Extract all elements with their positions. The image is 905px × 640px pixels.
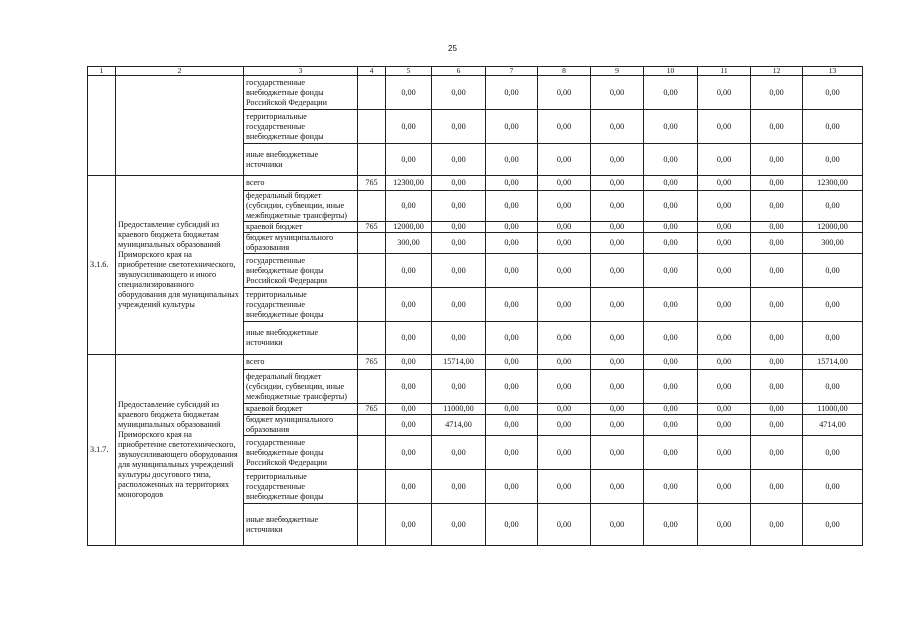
amount-cell: 0,00 [386,322,432,355]
amount-cell: 0,00 [591,144,644,176]
amount-cell: 0,00 [486,144,538,176]
amount-cell: 15714,00 [803,355,863,370]
amount-cell: 0,00 [644,370,698,404]
amount-cell: 12300,00 [803,176,863,191]
amount-cell: 0,00 [698,436,751,470]
column-header-1: 1 [88,67,116,76]
amount-cell: 11000,00 [803,404,863,415]
amount-cell: 0,00 [751,222,803,233]
amount-cell: 0,00 [486,370,538,404]
amount-cell: 15714,00 [432,355,486,370]
funding-source: иные внебюджетные источники [244,144,358,176]
amount-cell: 0,00 [386,436,432,470]
budget-code [358,436,386,470]
amount-cell: 0,00 [432,176,486,191]
funding-source: бюджет муниципального образования [244,415,358,436]
amount-cell: 0,00 [538,504,591,546]
amount-cell: 0,00 [644,470,698,504]
amount-cell: 0,00 [644,415,698,436]
amount-cell: 0,00 [486,233,538,254]
amount-cell: 0,00 [698,222,751,233]
amount-cell: 0,00 [644,233,698,254]
amount-cell: 0,00 [751,144,803,176]
amount-cell: 0,00 [432,254,486,288]
amount-cell: 0,00 [538,110,591,144]
amount-cell: 0,00 [432,504,486,546]
column-header-8: 8 [538,67,591,76]
amount-cell: 0,00 [803,470,863,504]
funding-source: иные внебюджетные источники [244,322,358,355]
amount-cell: 0,00 [751,254,803,288]
amount-cell: 0,00 [538,404,591,415]
budget-code [358,76,386,110]
column-header-2: 2 [116,67,244,76]
column-header-4: 4 [358,67,386,76]
amount-cell: 0,00 [698,254,751,288]
amount-cell: 0,00 [591,322,644,355]
amount-cell: 0,00 [432,288,486,322]
amount-cell: 0,00 [803,288,863,322]
amount-cell: 0,00 [751,370,803,404]
column-header-9: 9 [591,67,644,76]
amount-cell: 0,00 [486,470,538,504]
amount-cell: 0,00 [751,355,803,370]
amount-cell: 0,00 [386,470,432,504]
amount-cell: 0,00 [698,191,751,222]
amount-cell: 0,00 [486,76,538,110]
amount-cell: 0,00 [591,191,644,222]
amount-cell: 0,00 [486,504,538,546]
amount-cell: 0,00 [591,370,644,404]
amount-cell: 12300,00 [386,176,432,191]
amount-cell: 0,00 [751,110,803,144]
amount-cell: 0,00 [591,176,644,191]
amount-cell: 0,00 [432,470,486,504]
amount-cell: 0,00 [698,470,751,504]
amount-cell: 300,00 [803,233,863,254]
item-code: 3.1.7. [88,355,116,546]
amount-cell: 300,00 [386,233,432,254]
amount-cell: 0,00 [698,233,751,254]
amount-cell: 0,00 [432,110,486,144]
funding-source: государственные внебюджетные фонды Российской Федерации [244,76,358,110]
amount-cell: 0,00 [751,176,803,191]
amount-cell: 0,00 [538,470,591,504]
amount-cell: 0,00 [386,144,432,176]
amount-cell: 0,00 [432,222,486,233]
amount-cell: 0,00 [591,233,644,254]
amount-cell: 0,00 [698,322,751,355]
amount-cell: 0,00 [803,144,863,176]
amount-cell: 0,00 [432,436,486,470]
column-header-5: 5 [386,67,432,76]
amount-cell: 0,00 [644,288,698,322]
amount-cell: 0,00 [486,404,538,415]
amount-cell: 0,00 [538,144,591,176]
column-header-12: 12 [751,67,803,76]
budget-code [358,288,386,322]
amount-cell: 0,00 [538,370,591,404]
column-header-13: 13 [803,67,863,76]
item-code [88,76,116,176]
funding-source: территориальные государственные внебюджетные фонды [244,470,358,504]
table-row [88,76,863,110]
amount-cell: 0,00 [538,191,591,222]
amount-cell: 0,00 [486,288,538,322]
amount-cell: 0,00 [751,504,803,546]
amount-cell: 0,00 [538,288,591,322]
amount-cell: 0,00 [538,76,591,110]
amount-cell: 0,00 [698,176,751,191]
amount-cell: 0,00 [386,370,432,404]
budget-code: 765 [358,176,386,191]
amount-cell: 0,00 [386,288,432,322]
funding-source: государственные внебюджетные фонды Российской Федерации [244,254,358,288]
amount-cell: 0,00 [751,415,803,436]
funding-source: территориальные государственные внебюджетные фонды [244,110,358,144]
amount-cell: 0,00 [386,415,432,436]
amount-cell: 0,00 [644,76,698,110]
amount-cell: 0,00 [644,222,698,233]
budget-code [358,370,386,404]
item-description: Предоставление субсидий из краевого бюджета бюджетам муниципальных образований Приморского края на приобретение светотехнического, звукоусиливающего оборудования для муниципальных учреждений культуры досугового типа, расположенных на территориях моногородов [116,355,244,546]
column-header-row [88,67,863,76]
amount-cell: 0,00 [591,415,644,436]
amount-cell: 0,00 [803,436,863,470]
amount-cell: 0,00 [538,436,591,470]
amount-cell: 0,00 [486,415,538,436]
amount-cell: 0,00 [698,415,751,436]
amount-cell: 0,00 [538,322,591,355]
budget-code: 765 [358,355,386,370]
budget-code [358,233,386,254]
amount-cell: 0,00 [751,404,803,415]
item-description [116,76,244,176]
amount-cell: 0,00 [591,404,644,415]
amount-cell: 0,00 [486,191,538,222]
amount-cell: 0,00 [538,176,591,191]
amount-cell: 0,00 [751,76,803,110]
page-number: 25 [448,44,457,53]
amount-cell: 0,00 [803,322,863,355]
amount-cell: 11000,00 [432,404,486,415]
amount-cell: 0,00 [698,504,751,546]
amount-cell: 0,00 [486,222,538,233]
budget-table [87,66,863,546]
amount-cell: 0,00 [386,76,432,110]
amount-cell: 0,00 [698,355,751,370]
amount-cell: 0,00 [486,355,538,370]
amount-cell: 0,00 [432,191,486,222]
budget-code [358,254,386,288]
budget-code [358,470,386,504]
budget-code [358,191,386,222]
amount-cell: 0,00 [803,254,863,288]
amount-cell: 0,00 [432,322,486,355]
amount-cell: 0,00 [644,404,698,415]
amount-cell: 0,00 [803,191,863,222]
amount-cell: 0,00 [698,404,751,415]
amount-cell: 0,00 [751,191,803,222]
budget-code: 765 [358,404,386,415]
amount-cell: 0,00 [803,110,863,144]
amount-cell: 0,00 [591,355,644,370]
funding-source: иные внебюджетные источники [244,504,358,546]
table-row [88,176,863,191]
amount-cell: 4714,00 [803,415,863,436]
amount-cell: 0,00 [698,144,751,176]
amount-cell: 0,00 [538,254,591,288]
funding-source: всего [244,176,358,191]
item-description: Предоставление субсидий из краевого бюджета бюджетам муниципальных образований Приморского края на приобретение светотехнического, звукоусиливающего и иного специализированного оборудования для муниципальных учреждений культуры [116,176,244,355]
amount-cell: 12000,00 [803,222,863,233]
amount-cell: 0,00 [486,254,538,288]
funding-source: бюджет муниципального образования [244,233,358,254]
amount-cell: 0,00 [591,110,644,144]
amount-cell: 0,00 [644,191,698,222]
budget-code [358,110,386,144]
amount-cell: 0,00 [803,370,863,404]
budget-code [358,144,386,176]
funding-source: федеральный бюджет (субсидии, субвенции, иные межбюджетные трансферты) [244,370,358,404]
amount-cell: 0,00 [591,76,644,110]
amount-cell: 0,00 [538,222,591,233]
amount-cell: 0,00 [486,436,538,470]
amount-cell: 0,00 [644,436,698,470]
amount-cell: 0,00 [644,504,698,546]
amount-cell: 0,00 [591,504,644,546]
amount-cell: 0,00 [803,76,863,110]
funding-source: федеральный бюджет (субсидии, субвенции, иные межбюджетные трансферты) [244,191,358,222]
amount-cell: 0,00 [698,76,751,110]
budget-code [358,415,386,436]
funding-source: территориальные государственные внебюджетные фонды [244,288,358,322]
amount-cell: 0,00 [538,355,591,370]
budget-code: 765 [358,222,386,233]
amount-cell: 0,00 [386,254,432,288]
amount-cell: 0,00 [486,110,538,144]
column-header-6: 6 [432,67,486,76]
amount-cell: 0,00 [751,470,803,504]
amount-cell: 0,00 [644,144,698,176]
amount-cell: 0,00 [644,322,698,355]
amount-cell: 0,00 [751,436,803,470]
column-header-3: 3 [244,67,358,76]
amount-cell: 0,00 [486,322,538,355]
amount-cell: 0,00 [644,110,698,144]
amount-cell: 0,00 [751,322,803,355]
amount-cell: 0,00 [591,254,644,288]
amount-cell: 0,00 [386,504,432,546]
amount-cell: 0,00 [698,288,751,322]
column-header-10: 10 [644,67,698,76]
amount-cell: 0,00 [432,144,486,176]
amount-cell: 0,00 [803,504,863,546]
funding-source: государственные внебюджетные фонды Российской Федерации [244,436,358,470]
amount-cell: 0,00 [386,110,432,144]
budget-code [358,322,386,355]
amount-cell: 0,00 [538,415,591,436]
item-code: 3.1.6. [88,176,116,355]
amount-cell: 0,00 [591,436,644,470]
amount-cell: 0,00 [432,233,486,254]
amount-cell: 0,00 [386,191,432,222]
amount-cell: 0,00 [432,370,486,404]
table-row [88,355,863,370]
amount-cell: 0,00 [591,288,644,322]
column-header-11: 11 [698,67,751,76]
amount-cell: 12000,00 [386,222,432,233]
amount-cell: 0,00 [386,404,432,415]
amount-cell: 0,00 [486,176,538,191]
amount-cell: 0,00 [644,254,698,288]
column-header-7: 7 [486,67,538,76]
amount-cell: 0,00 [751,288,803,322]
amount-cell: 0,00 [591,470,644,504]
funding-source: краевой бюджет [244,404,358,415]
amount-cell: 0,00 [698,370,751,404]
budget-code [358,504,386,546]
funding-source: краевой бюджет [244,222,358,233]
amount-cell: 0,00 [698,110,751,144]
amount-cell: 0,00 [644,176,698,191]
amount-cell: 4714,00 [432,415,486,436]
amount-cell: 0,00 [432,76,486,110]
amount-cell: 0,00 [751,233,803,254]
amount-cell: 0,00 [644,355,698,370]
amount-cell: 0,00 [591,222,644,233]
funding-source: всего [244,355,358,370]
amount-cell: 0,00 [538,233,591,254]
amount-cell: 0,00 [386,355,432,370]
